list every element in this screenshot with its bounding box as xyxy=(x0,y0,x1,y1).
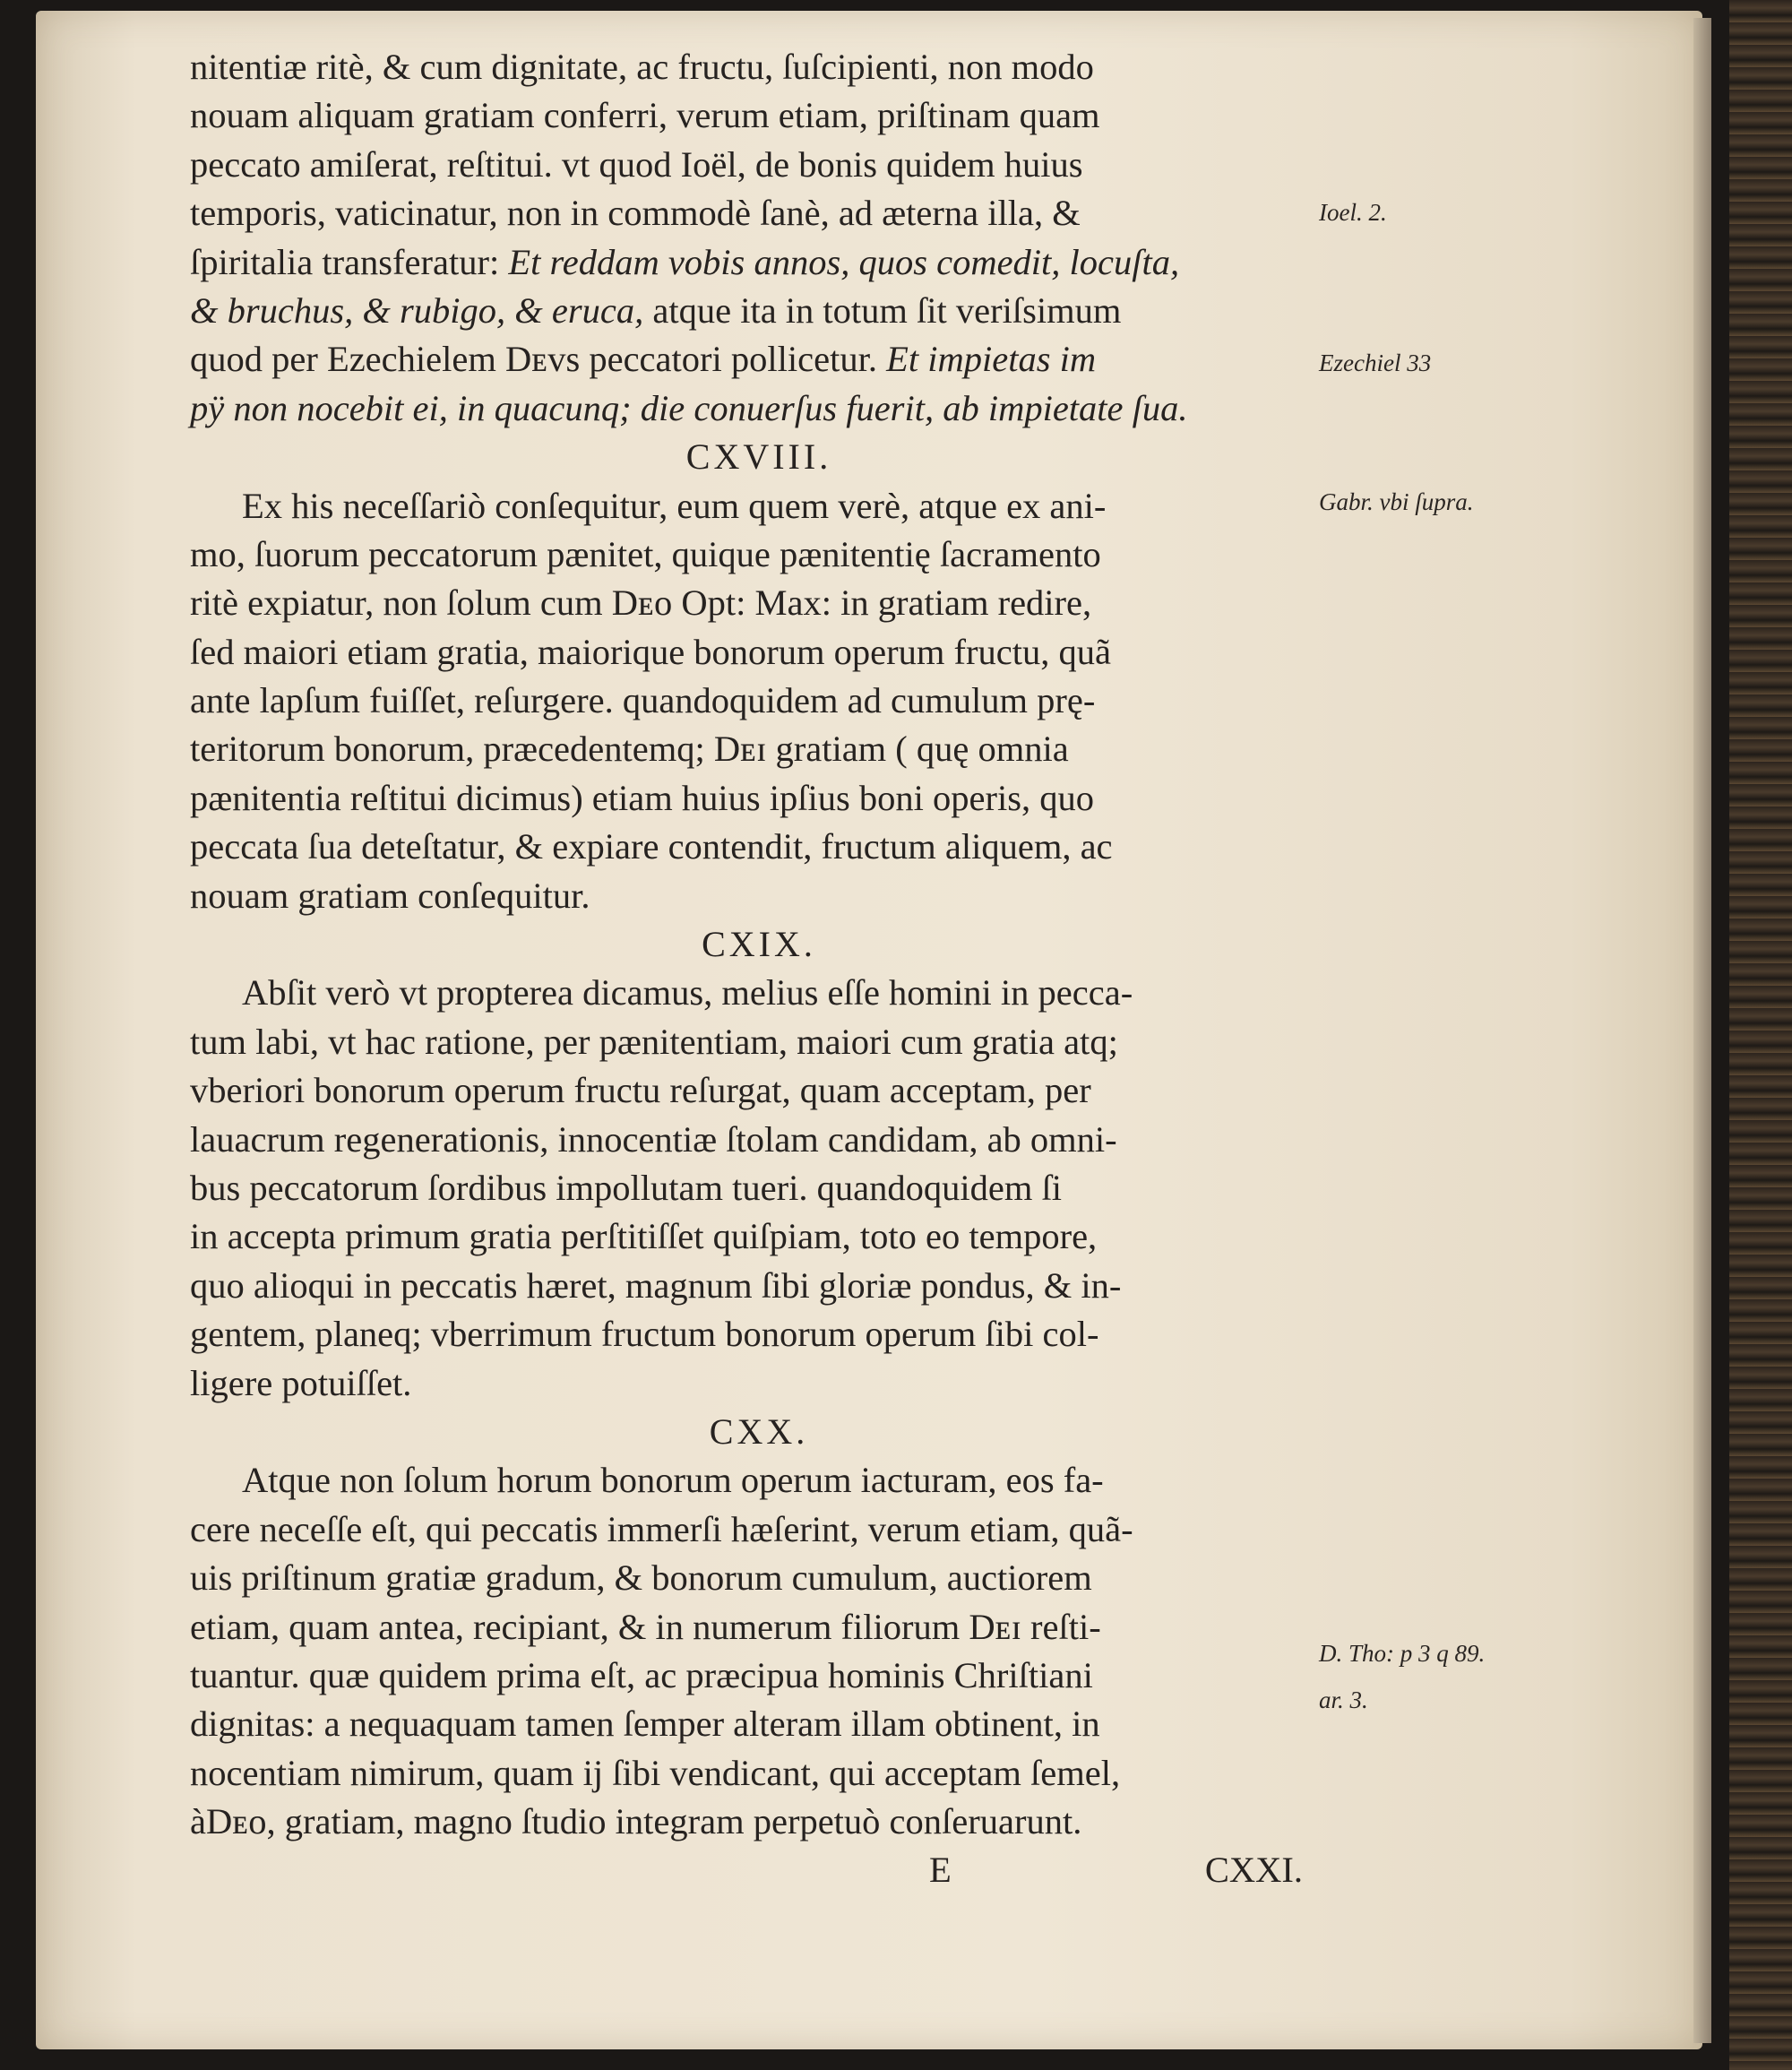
catchword: CXXI. xyxy=(1204,1850,1303,1891)
text-line xyxy=(190,287,1310,335)
text-line: lauacrum regenerationis, innocentiæ ſtolam candidam, ab omni- xyxy=(190,1118,1117,1160)
text-line: pænitentia reſtitui dicimus) etiam huius ipſius boni operis, quo xyxy=(190,777,1095,818)
text-line xyxy=(190,579,1310,627)
text-line: quo alioqui in peccatis hæret, magnum ſibi gloriæ pondus, & in- xyxy=(190,1264,1122,1306)
text-line: ſed maiori etiam gratia, maiorique bonorum operum fructu, quã xyxy=(190,631,1111,672)
text-line: gentem, planeq; vberrimum fructum bonorum operum ſibi col- xyxy=(190,1314,1099,1355)
page-gutter-shadow xyxy=(1693,18,1711,2043)
text-line: uis priſtinum gratiæ gradum, & bonorum cumulum, auctiorem xyxy=(190,1557,1092,1599)
text-line: nocentiam nimirum, quam ij ſibi vendicant, qui acceptam ſemel, xyxy=(190,1752,1121,1793)
signature-mark: E xyxy=(929,1850,952,1891)
joel-quote-cont: & bruchus, & rubigo, & eruca, xyxy=(190,289,644,331)
text-line: nouam gratiam conſequitur. xyxy=(190,875,590,916)
text-line: Atque non ſolum horum bonorum operum iacturam, eos fa- xyxy=(242,1460,1104,1501)
text-segment: à xyxy=(190,1801,206,1842)
text-line: tuantur. quæ quidem prima eſt, ac præcipua hominis Chriſtiani xyxy=(190,1654,1093,1695)
section-heading-cxix: CXIX. xyxy=(702,924,816,965)
margin-note-thomas: D. Tho: p 3 q 89. xyxy=(1319,1640,1486,1667)
text-segment: etiam, quam antea, recipiant, & in numerum filiorum xyxy=(190,1606,961,1647)
text-line: peccato amiſerat, reſtitui. vt quod Ioël, de bonis quidem huius xyxy=(190,143,1083,185)
text-line: peccata ſua deteſtatur, & expiare contendit, fructum aliquem, ac xyxy=(190,826,1113,867)
text-line: in accepta primum gratia perſtitiſſet quiſpiam, toto eo tempore, xyxy=(190,1216,1098,1257)
text-line: cere neceſſe eſt, qui peccatis immerſi hæſerint, verum etiam, quã- xyxy=(190,1508,1133,1549)
text-line: Ex his neceſſariò conſequitur, eum quem verè, atque ex ani- xyxy=(242,485,1107,526)
text-segment: Opt: Max: in gratiam redire, xyxy=(672,582,1092,624)
book-edge xyxy=(1729,0,1792,2070)
text-line xyxy=(190,725,1310,773)
margin-note-joel: Ioel. 2. xyxy=(1319,199,1387,226)
section-heading-cxx: CXX. xyxy=(709,1410,809,1452)
text-segment: teritorum bonorum, præcedentemq; xyxy=(190,729,705,770)
main-text xyxy=(190,43,1310,1895)
text-line xyxy=(190,238,1310,287)
text-segment: atque ita in totum ſit veriſsimum xyxy=(643,289,1122,331)
text-segment: o, gratiam, magno ſtudio integram perpetuò conſeruarunt. xyxy=(248,1801,1082,1842)
text-line: tum labi, vt hac ratione, per pænitentiam, maiori cum gratia atq; xyxy=(190,1021,1118,1062)
text-line: temporis, vaticinatur, non in commodè ſanè, ad æterna illa, & xyxy=(190,193,1081,234)
text-line xyxy=(190,1798,1310,1846)
text-line: nitentiæ ritè, & cum dignitate, ac fructu, ſuſcipienti, non modo xyxy=(190,47,1094,87)
text-line: Abſit verò vt propterea dicamus, melius eſſe homini in pecca- xyxy=(242,972,1133,1013)
text-line: bus peccatorum ſordibus impollutam tueri. quandoquidem ſi xyxy=(190,1167,1062,1208)
text-segment: reſti- xyxy=(1021,1606,1101,1647)
text-line: dignitas: a nequaquam tamen ſemper alteram illam obtinent, in xyxy=(190,1703,1100,1745)
deus-smallcaps: Dᴇᴠѕ xyxy=(504,339,581,380)
deo-smallcaps: Dᴇᴏ xyxy=(611,582,673,624)
text-line: nouam aliquam gratiam conferri, verum etiam, priſtinam quam xyxy=(190,95,1100,136)
text-line xyxy=(190,1603,1310,1652)
text-segment: ritè expiatur, non ſolum cum xyxy=(190,582,603,624)
text-segment: peccatori pollicetur. xyxy=(580,339,877,380)
deo-smallcaps: Dᴇ xyxy=(205,1801,249,1842)
text-line: vberiori bonorum operum fructu reſurgat, quam acceptam, per xyxy=(190,1070,1091,1111)
section-heading-cxviii: CXVIII. xyxy=(685,436,832,478)
margin-note-gabriel: Gabr. vbi ſupra. xyxy=(1319,488,1474,515)
dei-smallcaps: Dᴇɪ xyxy=(713,729,767,770)
text-line: ante lapſum fuiſſet, reſurgere. quandoquidem ad cumulum prę- xyxy=(190,680,1096,721)
margin-note-ezechiel: Ezechiel 33 xyxy=(1319,349,1432,376)
ezekiel-quote-cont: pÿ non nocebit ei, in quacunq; die conuerſus fuerit, ab impietate ſua. xyxy=(190,387,1188,428)
text-segment: gratiam ( quę omnia xyxy=(766,729,1069,770)
joel-quote: Et reddam vobis annos, quos comedit, locuſta, xyxy=(508,241,1180,282)
page-footer xyxy=(190,1846,1310,1894)
text-segment: quod per Ezechielem xyxy=(190,339,496,380)
text-line: ligere potuiſſet. xyxy=(190,1362,412,1403)
text-line xyxy=(190,335,1310,384)
text-segment: ſpiritalia transferatur: xyxy=(190,241,500,282)
margin-note-article: ar. 3. xyxy=(1319,1686,1368,1713)
ezekiel-quote: Et impietas im xyxy=(886,339,1097,380)
dei-smallcaps: Dᴇɪ xyxy=(969,1606,1021,1647)
text-line: mo, ſuorum peccatorum pænitet, quique pænitentię ſacramento xyxy=(190,533,1101,574)
